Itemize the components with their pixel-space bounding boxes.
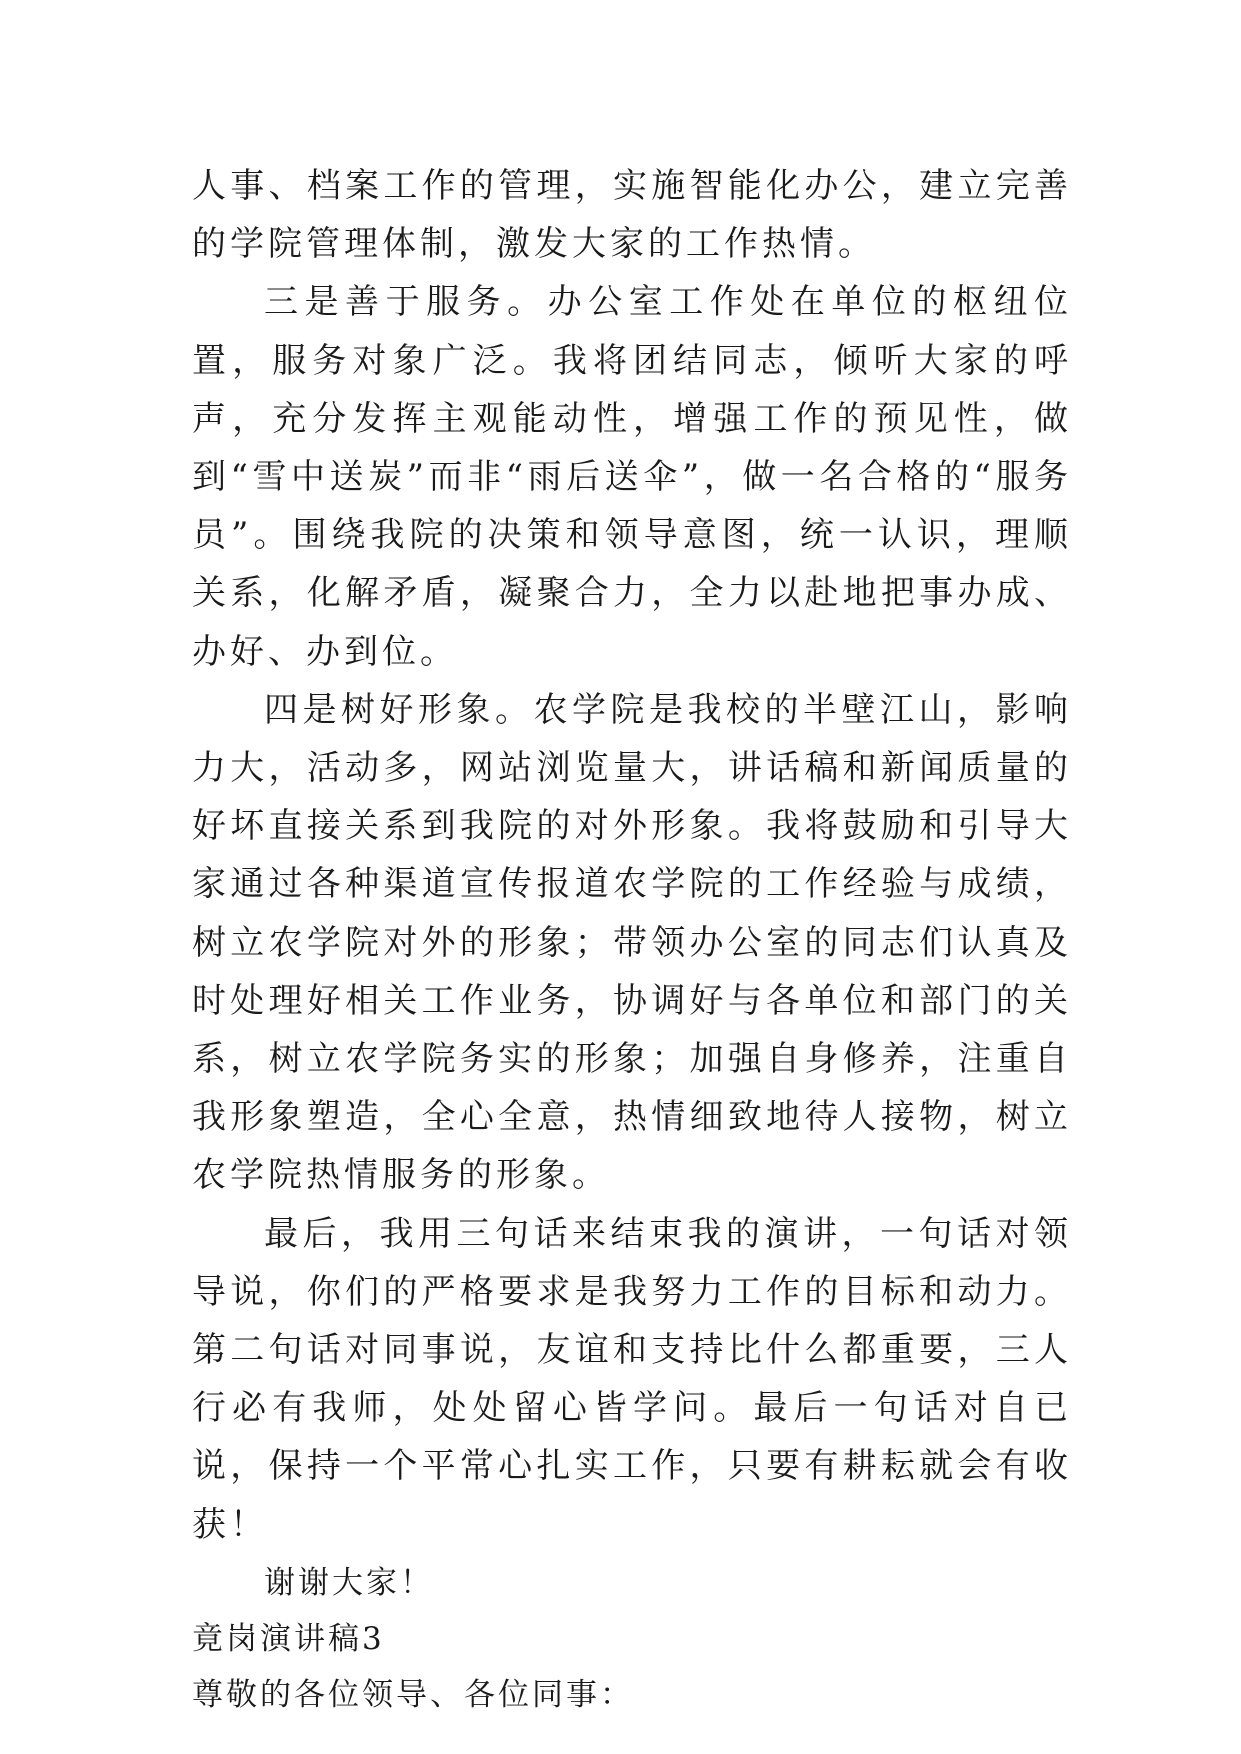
document-body <box>192 157 1072 1724</box>
paragraph-service: 三是善于服务。办公室工作处在单位的枢纽位置，服务对象广泛。我将团结同志，倾听大家的呼声，充分发挥主观能动性，增强工作的预见性，做到“雪中送炭”而非“雨后送伞”，做一名合格的“服务员”。围绕我院的决策和领导意图，统一认识，理顺关系，化解矛盾，凝聚合力，全力以赴地把事办成、办好、办到位。 <box>192 282 1072 672</box>
thanks-line: 谢谢大家！ <box>264 1564 434 1601</box>
paragraph-continuation: 人事、档案工作的管理，实施智能化办公，建立完善的学院管理体制，激发大家的工作热情。 <box>192 166 1072 265</box>
paragraph-closing: 最后，我用三句话来结束我的演讲，一句话对领导说，你们的严格要求是我努力工作的目标和动力。第二句话对同事说，友谊和支持比什么都重要，三人行必有我师，处处留心皆学问。最后一句话对自已说，保持一个平常心扎实工作，只要有耕耘就会有收获！ <box>192 1213 1072 1545</box>
section-title: 竟岗演讲稿3 <box>192 1620 385 1657</box>
paragraph-image: 四是树好形象。农学院是我校的半壁江山，影响力大，活动多，网站浏览量大，讲话稿和新闻质量的好坏直接关系到我院的对外形象。我将鼓励和引导大家通过各种渠道宣传报道农学院的工作经验与成绩，树立农学院对外的形象；带领办公室的同志们认真及时处理好相关工作业务，协调好与各单位和部门的关系，树立农学院务实的形象；加强自身修养，注重自我形象塑造，全心全意，热情细致地待人接物，树立农学院热情服务的形象。 <box>192 689 1072 1196</box>
salutation-line: 尊敬的各位领导、各位同事： <box>192 1676 634 1713</box>
